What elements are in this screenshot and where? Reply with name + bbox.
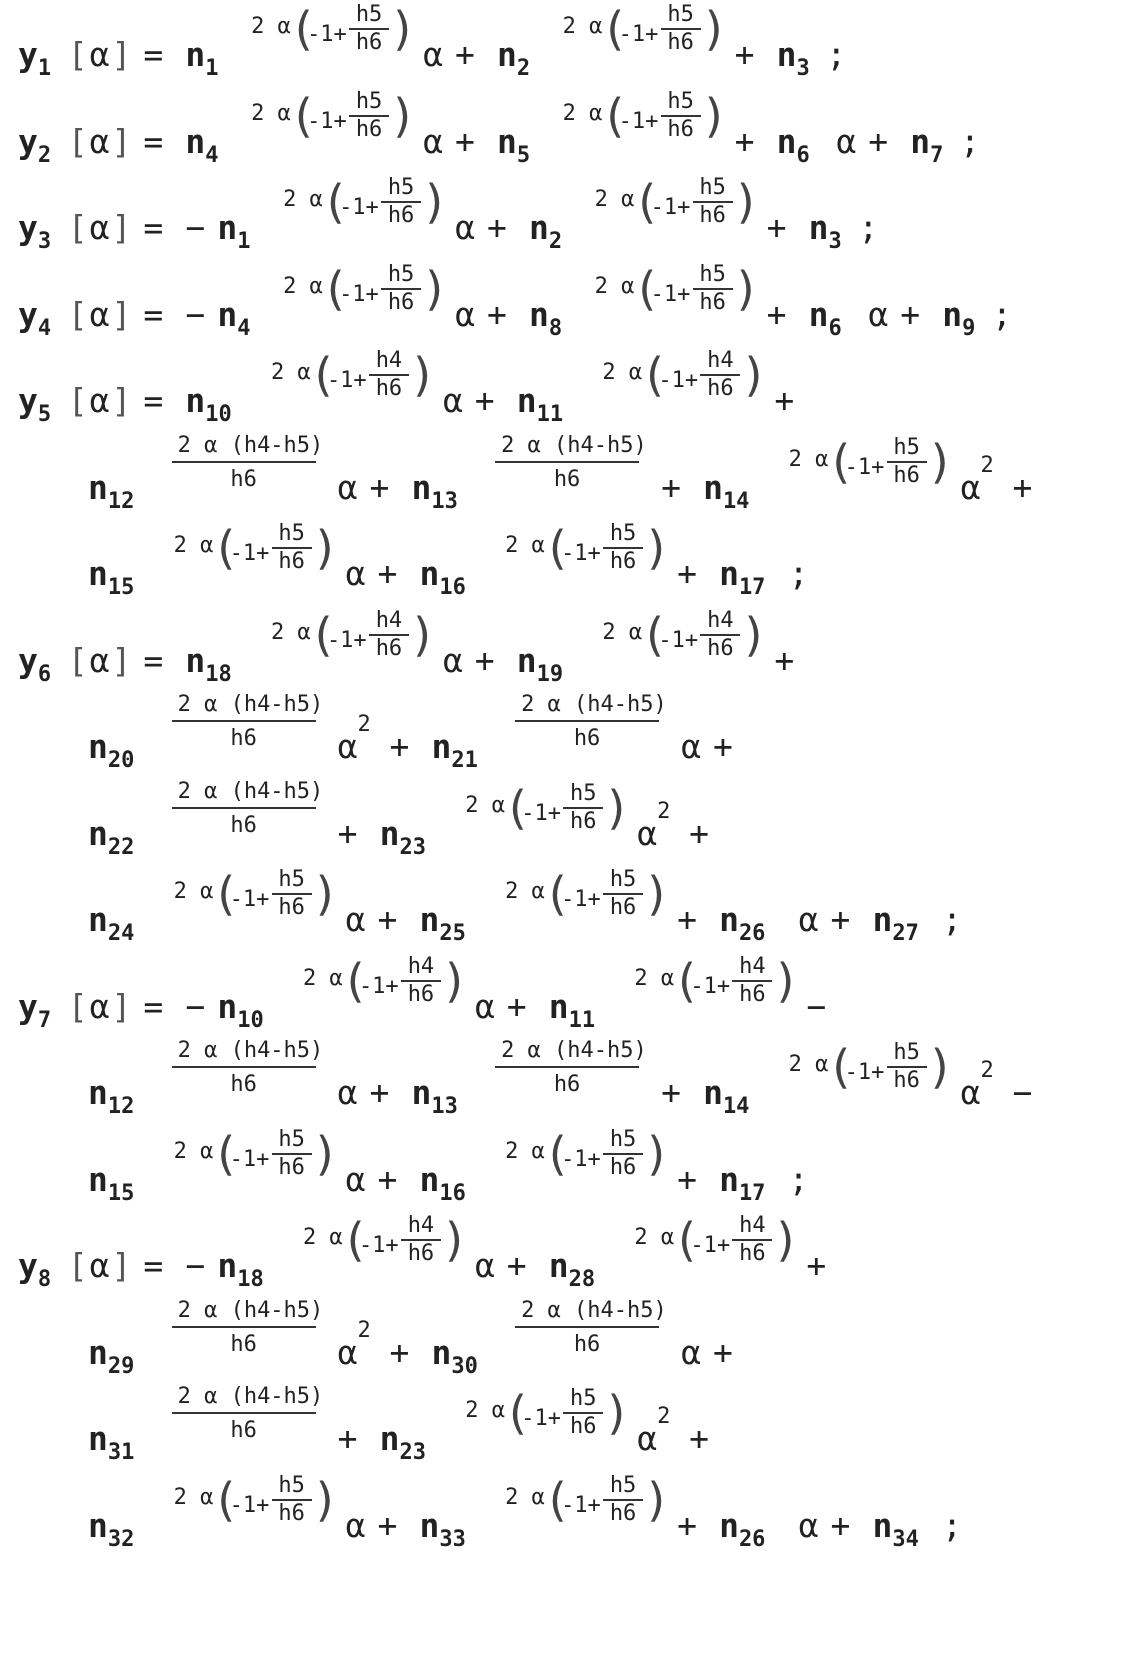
coefficient: $n_{20}$ (88, 727, 135, 773)
coefficient: $n_{28}$ (548, 1246, 596, 1292)
coefficient: $n_1$ (217, 208, 251, 254)
function-name: $y_3$ (18, 208, 52, 254)
coefficient: $n_{27}$ (872, 900, 919, 946)
coefficient: $n_{26}$ (719, 900, 766, 946)
function-name: $y_5$ (18, 381, 52, 427)
equation-continuation-line: $n_{24}$ 2 α ( -1+ $\frac{h5}{h6}$ ) α + $n_{25}$ 2 α ( -1+ $\frac{h5}{h6}$ ) + $n_{26}$ α + $n_{27}$ ; (88, 867, 963, 946)
coefficient: $n_7$ (910, 121, 944, 168)
coefficient: $n_{16}$ (419, 554, 466, 600)
function-name: $y_1$ (18, 35, 52, 81)
coefficient: $n_{17}$ (719, 554, 766, 600)
coefficient: $n_{10}$ (185, 381, 232, 427)
equation-line: $y_8$ [ α ] = − $n_{18}$ 2 α ( -1+ $\frac{h4}{h6}$ ) α + $n_{28}$ 2 α ( -1+ $\frac{h4}{h6}$ ) + (18, 1213, 827, 1292)
coefficient: $n_{18}$ (217, 1246, 264, 1292)
coefficient: $n_8$ (528, 294, 563, 341)
coefficient: $n_2$ (528, 208, 563, 254)
equation-continuation-line: $n_{15}$ 2 α ( -1+ $\frac{h5}{h6}$ ) α + $n_{16}$ 2 α ( -1+ $\frac{h5}{h6}$ ) + $n_{17}$ ; (88, 1126, 809, 1206)
equation-continuation-line: $n_{32}$ 2 α ( -1+ $\frac{h5}{h6}$ ) α + $n_{33}$ 2 α ( -1+ $\frac{h5}{h6}$ ) + $n_{26}$ α + $n_{34}$ ; (88, 1472, 963, 1552)
coefficient: $n_{13}$ (411, 1073, 458, 1119)
coefficient: $n_{17}$ (719, 1159, 766, 1206)
equation-line: $y_3$ [ α ] = − $n_1$ 2 α ( -1+ $\frac{h5}{h6}$ ) α + $n_2$ 2 α ( -1+ $\frac{h5}{h6}$ ) + $n_3$ ; (18, 175, 879, 254)
coefficient: $n_6$ (808, 294, 842, 341)
coefficient: $n_{11}$ (516, 381, 564, 427)
coefficient: $n_{30}$ (431, 1332, 478, 1379)
equation-line: $y_1$ [ α ] = $n_1$ 2 α ( -1+ $\frac{h5}{h6}$ ) α + $n_2$ 2 α ( -1+ $\frac{h5}{h6}$ ) + $n_3$ ; (18, 2, 847, 81)
coefficient: $n_{18}$ (185, 640, 232, 687)
equation-line: $y_4$ [ α ] = − $n_4$ 2 α ( -1+ $\frac{h5}{h6}$ ) α + $n_8$ 2 α ( -1+ $\frac{h5}{h6}$ ) + $n_6$ α + $n_9$ ; (18, 261, 1012, 341)
coefficient: $n_{29}$ (88, 1332, 135, 1379)
coefficient: $n_{14}$ (703, 467, 750, 514)
coefficient: $n_{16}$ (419, 1159, 466, 1206)
coefficient: $n_2$ (496, 35, 531, 81)
coefficient: $n_{34}$ (872, 1505, 919, 1552)
coefficient: $n_3$ (808, 208, 842, 254)
equation-continuation-line: $n_{20}$ $\frac{2 \alpha (h4-h5)}{h6}$ α 2 + $n_{21}$ $\frac{2 \alpha (h4-h5)}{h6}$ α + (88, 692, 733, 773)
coefficient: $n_{33}$ (419, 1505, 466, 1552)
coefficient: $n_{12}$ (88, 1073, 135, 1119)
function-name: $y_4$ (18, 294, 52, 341)
coefficient: $n_{14}$ (703, 1073, 750, 1119)
coefficient: $n_{15}$ (88, 554, 135, 600)
coefficient: $n_{22}$ (88, 813, 135, 860)
coefficient: $n_{15}$ (88, 1159, 135, 1206)
coefficient: $n_{24}$ (88, 900, 135, 946)
equation-continuation-line: $n_{22}$ $\frac{2 \alpha (h4-h5)}{h6}$ + $n_{23}$ 2 α ( -1+ $\frac{h5}{h6}$ ) α 2 + (88, 778, 709, 860)
coefficient: $n_{23}$ (379, 1419, 426, 1465)
coefficient: $n_{23}$ (379, 813, 426, 860)
equation-line: $y_5$ [ α ] = $n_{10}$ 2 α ( -1+ $\frac{h4}{h6}$ ) α + $n_{11}$ 2 α ( -1+ $\frac{h4}{h6}$ ) + (18, 348, 795, 427)
coefficient: $n_{25}$ (419, 900, 466, 946)
function-name: $y_2$ (18, 121, 52, 168)
equation-continuation-line: $n_{12}$ $\frac{2 \alpha (h4-h5)}{h6}$ α + $n_{13}$ $\frac{2 \alpha (h4-h5)}{h6}$ + $n_{14}$ 2 α ( -1+ $\frac{h5}{h6}$ ) α 2 + (88, 432, 1033, 514)
coefficient: $n_{13}$ (411, 467, 458, 514)
equation-line: $y_2$ [ α ] = $n_4$ 2 α ( -1+ $\frac{h5}{h6}$ ) α + $n_5$ 2 α ( -1+ $\frac{h5}{h6}$ ) + $n_6$ α + $n_7$ ; (18, 88, 980, 168)
equation-line: $y_6$ [ α ] = $n_{18}$ 2 α ( -1+ $\frac{h4}{h6}$ ) α + $n_{19}$ 2 α ( -1+ $\frac{h4}{h6}$ ) + (18, 607, 795, 687)
function-name: $y_8$ (18, 1246, 52, 1292)
equation-continuation-line: $n_{29}$ $\frac{2 \alpha (h4-h5)}{h6}$ α 2 + $n_{30}$ $\frac{2 \alpha (h4-h5)}{h6}$ α + (88, 1297, 733, 1379)
coefficient: $n_6$ (776, 121, 810, 168)
equation-continuation-line: $n_{31}$ $\frac{2 \alpha (h4-h5)}{h6}$ + $n_{23}$ 2 α ( -1+ $\frac{h5}{h6}$ ) α 2 + (88, 1384, 709, 1465)
equation-line: $y_7$ [ α ] = − $n_{10}$ 2 α ( -1+ $\frac{h4}{h6}$ ) α + $n_{11}$ 2 α ( -1+ $\frac{h4}{h6}$ ) − (18, 953, 827, 1033)
coefficient: $n_4$ (217, 294, 251, 341)
coefficient: $n_5$ (496, 121, 531, 168)
coefficient: $n_1$ (185, 35, 219, 81)
coefficient: $n_{31}$ (88, 1419, 135, 1465)
coefficient: $n_{12}$ (88, 467, 135, 514)
function-name: $y_7$ (18, 986, 52, 1033)
coefficient: $n_{21}$ (431, 727, 478, 773)
coefficient: $n_4$ (185, 121, 219, 168)
coefficient: $n_{11}$ (548, 986, 596, 1033)
coefficient: $n_{32}$ (88, 1505, 135, 1552)
coefficient: $n_{26}$ (719, 1505, 766, 1552)
coefficient: $n_{10}$ (217, 986, 264, 1033)
equation-continuation-line: $n_{15}$ 2 α ( -1+ $\frac{h5}{h6}$ ) α + $n_{16}$ 2 α ( -1+ $\frac{h5}{h6}$ ) + $n_{17}$ ; (88, 521, 809, 600)
equation-continuation-line: $n_{12}$ $\frac{2 \alpha (h4-h5)}{h6}$ α + $n_{13}$ $\frac{2 \alpha (h4-h5)}{h6}$ + $n_{14}$ 2 α ( -1+ $\frac{h5}{h6}$ ) α 2 − (88, 1038, 1033, 1119)
coefficient: $n_{19}$ (516, 640, 564, 687)
coefficient: $n_3$ (776, 35, 810, 81)
coefficient: $n_9$ (942, 294, 976, 341)
function-name: $y_6$ (18, 640, 52, 687)
